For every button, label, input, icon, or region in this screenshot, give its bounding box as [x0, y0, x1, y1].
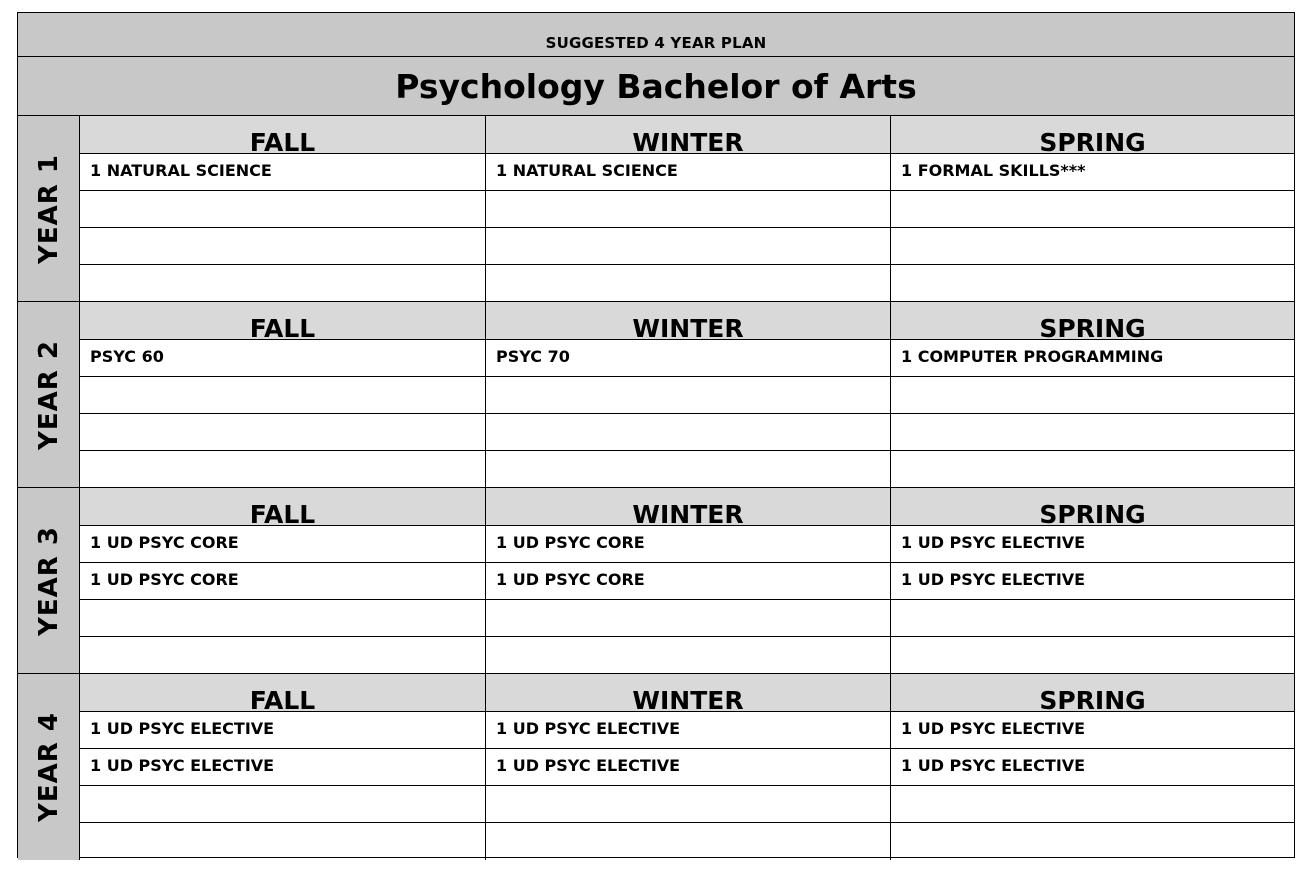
term-name: WINTER — [632, 128, 744, 157]
course-cell — [486, 377, 890, 414]
term-header — [80, 488, 485, 529]
term-column — [80, 674, 485, 860]
course-cell — [80, 191, 485, 228]
year-label-cell — [18, 302, 80, 488]
course-cell: 1 UD PSYC ELECTIVE — [486, 712, 890, 749]
course-cell: 1 UD PSYC CORE — [486, 563, 890, 600]
course-cell — [891, 451, 1294, 488]
term-header — [891, 302, 1294, 343]
course-cell — [80, 786, 485, 823]
course-cell: 1 NATURAL SCIENCE — [486, 154, 890, 191]
course-cell — [891, 377, 1294, 414]
year-label: YEAR 1 — [33, 154, 64, 264]
course-cell — [486, 191, 890, 228]
term-name: SPRING — [1039, 314, 1146, 343]
course-cell: 1 UD PSYC ELECTIVE — [80, 749, 485, 786]
term-column — [890, 302, 1294, 488]
course-cell — [486, 786, 890, 823]
course-cell — [486, 265, 890, 302]
term-column — [485, 116, 890, 302]
term-column — [890, 488, 1294, 674]
course-cell — [486, 451, 890, 488]
year-label: YEAR 4 — [33, 712, 64, 822]
course-cell — [80, 451, 485, 488]
year-block — [18, 302, 1294, 488]
course-cell — [486, 414, 890, 451]
course-cell — [486, 637, 890, 674]
term-header — [486, 302, 890, 343]
term-header — [891, 674, 1294, 715]
year-block — [18, 674, 1294, 860]
course-cell — [891, 191, 1294, 228]
term-name: SPRING — [1039, 686, 1146, 715]
term-header — [891, 116, 1294, 157]
course-cell: 1 UD PSYC ELECTIVE — [80, 712, 485, 749]
term-header — [80, 674, 485, 715]
course-cell: 1 UD PSYC ELECTIVE — [891, 749, 1294, 786]
plan-subtitle-row — [18, 13, 1294, 57]
term-column — [80, 488, 485, 674]
course-cell — [891, 786, 1294, 823]
course-cell — [80, 265, 485, 302]
term-name: FALL — [249, 686, 316, 715]
term-name: FALL — [249, 128, 316, 157]
term-header — [80, 302, 485, 343]
course-cell: 1 UD PSYC CORE — [486, 526, 890, 563]
course-cell: 1 COMPUTER PROGRAMMING — [891, 340, 1294, 377]
term-column — [80, 116, 485, 302]
term-header — [486, 116, 890, 157]
course-cell: PSYC 70 — [486, 340, 890, 377]
term-column — [485, 302, 890, 488]
course-cell — [486, 823, 890, 860]
term-header — [486, 488, 890, 529]
course-cell — [891, 228, 1294, 265]
course-cell — [891, 637, 1294, 674]
year-label: YEAR 2 — [33, 340, 64, 450]
plan-title-row — [18, 57, 1294, 116]
course-cell: 1 NATURAL SCIENCE — [80, 154, 485, 191]
course-cell: 1 UD PSYC ELECTIVE — [486, 749, 890, 786]
term-column — [485, 674, 890, 860]
course-cell — [891, 600, 1294, 637]
year-label: YEAR 3 — [33, 526, 64, 636]
course-cell — [80, 600, 485, 637]
course-cell: 1 UD PSYC ELECTIVE — [891, 526, 1294, 563]
four-year-plan-table — [17, 12, 1295, 858]
term-name: SPRING — [1039, 500, 1146, 529]
year-label-cell — [18, 116, 80, 302]
course-cell — [80, 377, 485, 414]
term-header — [486, 674, 890, 715]
term-header — [891, 488, 1294, 529]
course-cell: 1 UD PSYC ELECTIVE — [891, 563, 1294, 600]
term-name: FALL — [249, 500, 316, 529]
term-name: WINTER — [632, 314, 744, 343]
course-cell: 1 UD PSYC ELECTIVE — [891, 712, 1294, 749]
term-name: FALL — [249, 314, 316, 343]
term-column — [890, 674, 1294, 860]
course-cell — [486, 600, 890, 637]
course-cell: 1 UD PSYC CORE — [80, 563, 485, 600]
course-cell: 1 UD PSYC CORE — [80, 526, 485, 563]
term-column — [890, 116, 1294, 302]
year-block — [18, 116, 1294, 302]
course-cell — [80, 228, 485, 265]
year-label-cell — [18, 674, 80, 860]
course-cell — [80, 823, 485, 860]
course-cell — [891, 823, 1294, 860]
course-cell — [80, 414, 485, 451]
course-cell — [891, 265, 1294, 302]
course-cell: 1 FORMAL SKILLS*** — [891, 154, 1294, 191]
term-column — [485, 488, 890, 674]
plan-subtitle: SUGGESTED 4 YEAR PLAN — [545, 33, 767, 52]
term-header — [80, 116, 485, 157]
term-name: SPRING — [1039, 128, 1146, 157]
course-cell — [891, 414, 1294, 451]
course-cell — [486, 228, 890, 265]
term-column — [80, 302, 485, 488]
plan-title: Psychology Bachelor of Arts — [395, 66, 917, 106]
term-name: WINTER — [632, 686, 744, 715]
year-label-cell — [18, 488, 80, 674]
course-cell: PSYC 60 — [80, 340, 485, 377]
course-cell — [80, 637, 485, 674]
term-name: WINTER — [632, 500, 744, 529]
year-block — [18, 488, 1294, 674]
